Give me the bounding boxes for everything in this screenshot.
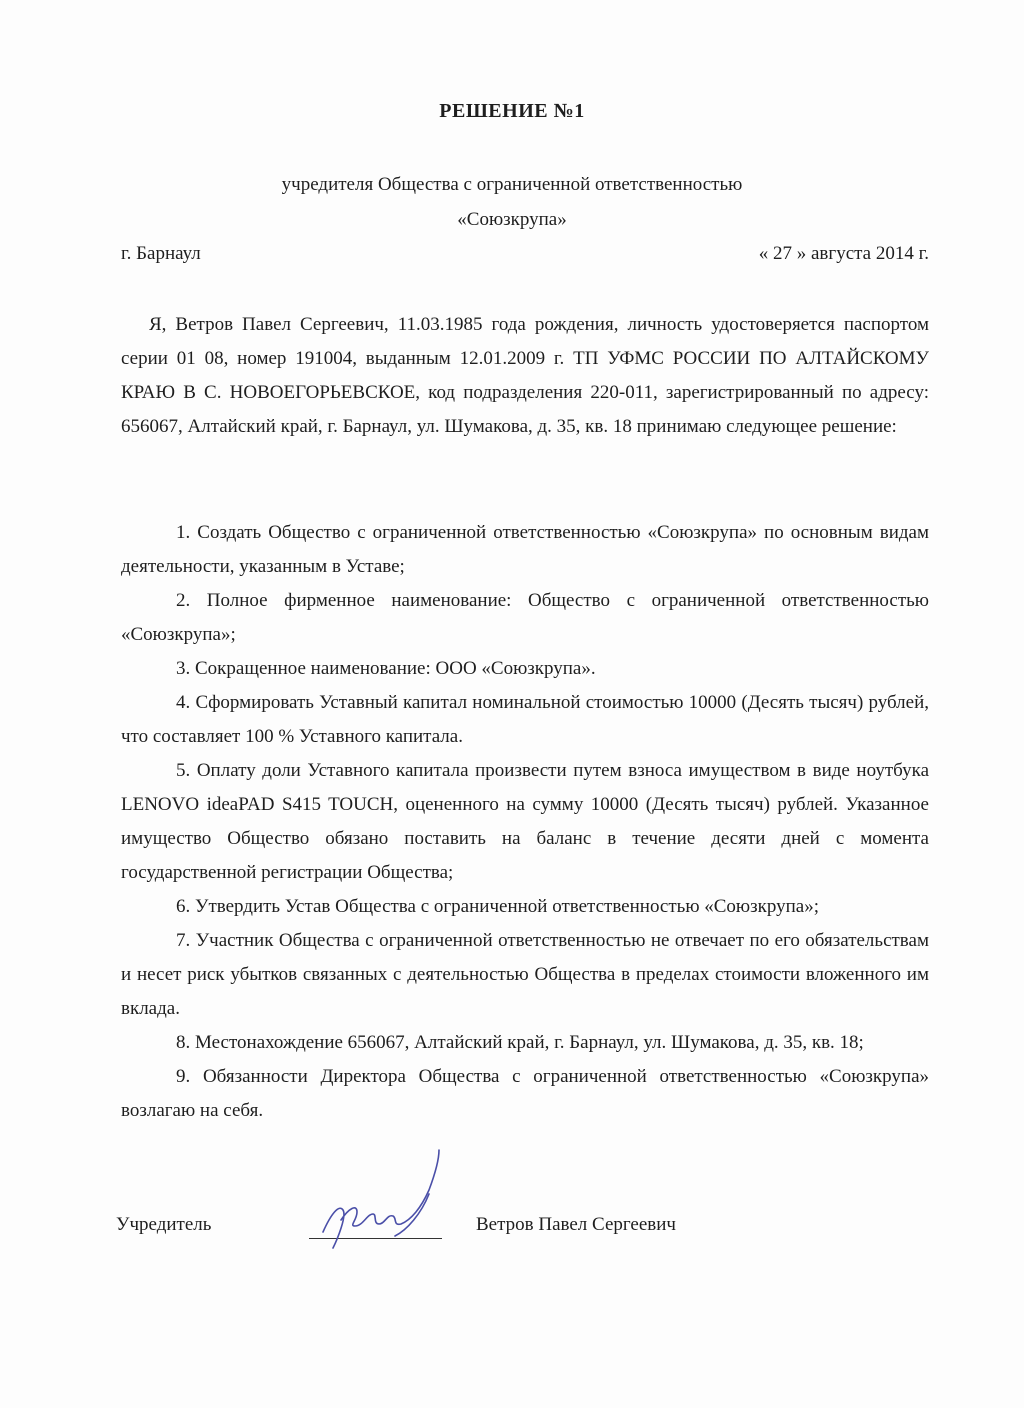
signatory-name: Ветров Павел Сергеевич [476,1214,676,1235]
handwritten-signature [311,1144,461,1254]
decision-item: 9. Обязанности Директора Общества с ограниченной ответственностью «Союзкрупа» возлагаю на себя. [121,1066,929,1121]
decision-item: 8. Местонахождение 656067, Алтайский край, г. Барнаул, ул. Шумакова, д. 35, кв. 18; [176,1032,864,1053]
document-city: г. Барнаул [121,243,201,264]
document-subtitle: учредителя Общества с ограниченной ответственностью [281,174,743,195]
signatory-role: Учредитель [116,1214,212,1235]
decision-item: 5. Оплату доли Уставного капитала произвести путем взноса имуществом в виде ноутбука LENOVO ideaPAD S415 TOUCH, оцененного на сумму 10000 (Десять тысяч) рублей. Указанное имущество Общество обязано поставить на баланс в течение десяти дней с момента государственной регистрации Общества; [121,760,929,883]
decision-item: 2. Полное фирменное наименование: Общество с ограниченной ответственностью «Союзкрупа»; [121,590,929,645]
company-name: «Союзкрупа» [457,209,567,230]
document-date: « 27 » августа 2014 г. [758,243,929,264]
signature-row [116,1206,736,1266]
decision-item: 6. Утвердить Устав Общества с ограниченной ответственностью «Союзкрупа»; [176,896,819,917]
document-title: РЕШЕНИЕ №1 [439,100,585,122]
decision-item: 7. Участник Общества с ограниченной ответственностью не отвечает по его обязательствам и несет риск убытков связанных с деятельностью Общества в пределах стоимости вложенного им вклада. [121,930,929,1019]
decision-item: 3. Сокращенное наименование: ООО «Союзкрупа». [176,658,596,679]
place-date-row [121,243,929,265]
decision-items [121,516,929,1128]
intro-paragraph: Я, Ветров Павел Сергеевич, 11.03.1985 года рождения, личность удостоверяется паспортом серии 01 08, номер 191004, выданным 12.01.2009 г. ТП УФМС РОССИИ ПО АЛТАЙСКОМУ КРАЮ В С. НОВОЕГОРЬЕВСКОЕ, код подразделения 220-011, зарегистрированный по адресу: 656067, Алтайский край, г. Барнаул, ул. Шумакова, д. 35, кв. 18 принимаю следующее решение: [121,314,929,437]
decision-item: 1. Создать Общество с ограниченной ответственностью «Союзкрупа» по основным видам деятельности, указанным в Уставе; [121,522,929,577]
decision-item: 4. Сформировать Уставный капитал номинальной стоимостью 10000 (Десять тысяч) рублей, что составляет 100 % Уставного капитала. [121,692,929,747]
